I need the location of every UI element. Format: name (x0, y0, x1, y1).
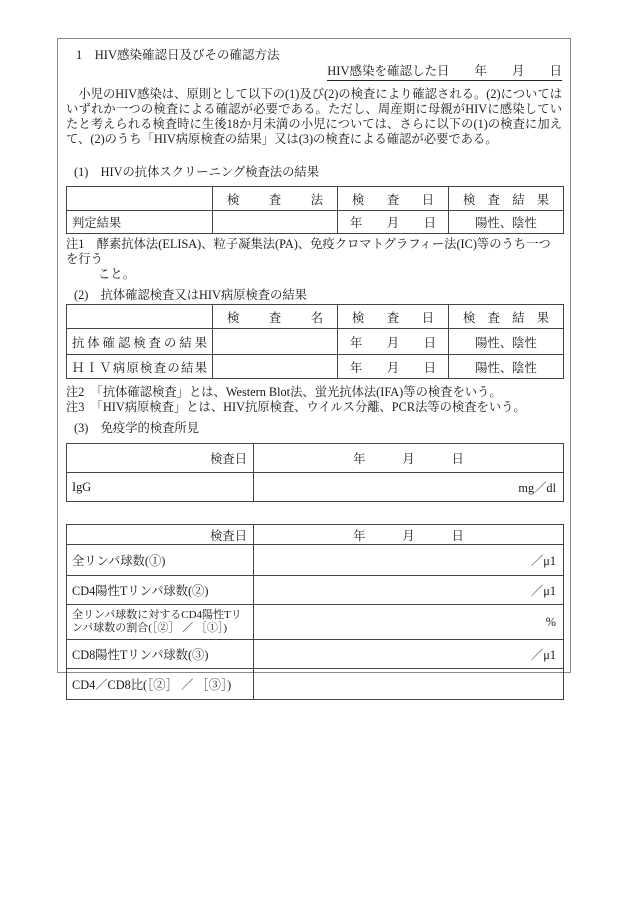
confirm-date-row (66, 64, 562, 81)
igg-unit-cell: mg／dl (254, 473, 564, 502)
table-row (67, 576, 564, 605)
method-column-header: 検 査 法 (213, 187, 338, 211)
table-row (67, 640, 564, 669)
table-row (67, 473, 564, 502)
note-3: 注3 「HIV病原検査」とは、HIV抗原検査、ウイルス分離、PCR法等の検査をいう。 (66, 400, 526, 414)
date-placeholder-cell: 年 月 日 (254, 444, 564, 473)
lymphocyte-table (66, 524, 564, 700)
unit-cell: ／μ1 (254, 545, 564, 576)
table-row (67, 605, 564, 640)
note-1-continuation: こと。 (98, 267, 135, 281)
table-row (67, 545, 564, 576)
table-row (67, 669, 564, 700)
unit-cell: ／μ1 (254, 640, 564, 669)
name-blank-cell (213, 329, 338, 355)
unit-cell: % (254, 605, 564, 640)
igg-row-label: IgG (67, 473, 254, 502)
cd4-cd8-ratio-row-label: CD4／CD8比(［②］ ／ ［③］) (67, 669, 254, 700)
date-placeholder-cell: 年 月 日 (338, 211, 449, 234)
subsection-2-heading: (2) 抗体確認検査又はHIV病原検査の結果 (74, 288, 307, 302)
table-row (67, 355, 564, 379)
date-column-header: 検 査 日 (338, 305, 449, 329)
table-row (67, 211, 564, 234)
note-1: 注1 酵素抗体法(ELISA)、粒子凝集法(PA)、免疫クロマトグラフィー法(IC)等のうち一つを行う (66, 237, 551, 266)
judgement-row-label: 判定結果 (67, 211, 213, 234)
exam-date-label: 検査日 (67, 525, 254, 545)
result-options-cell: 陽性、陰性 (449, 355, 564, 379)
blank-header-cell (67, 305, 213, 329)
date-placeholder-cell: 年 月 日 (338, 329, 449, 355)
cd4-count-row-label: CD4陽性Tリンパ球数(②) (67, 576, 254, 605)
cd4-ratio-row-label: 全リンパ球数に対するCD4陽性Tリンパ球数の割合(［②］ ／ ［①］) (67, 605, 254, 640)
blank-header-cell (67, 187, 213, 211)
table-header-row (67, 525, 564, 545)
method-blank-cell (213, 211, 338, 234)
total-lymphocyte-row-label: 全リンパ球数(①) (67, 545, 254, 576)
table-row (67, 329, 564, 355)
date-column-header: 検 査 日 (338, 187, 449, 211)
date-placeholder-cell: 年 月 日 (254, 525, 564, 545)
note-2: 注2 「抗体確認検査」とは、Western Blot法、蛍光抗体法(IFA)等の検査をいう。 (66, 385, 502, 399)
cd8-count-row-label: CD8陽性Tリンパ球数(③) (67, 640, 254, 669)
table-header-row (67, 187, 564, 211)
date-placeholder-cell: 年 月 日 (338, 355, 449, 379)
unit-cell: ／μ1 (254, 576, 564, 605)
screening-result-table (66, 186, 564, 234)
result-options-cell: 陽性、陰性 (449, 329, 564, 355)
name-column-header: 検 査 名 (213, 305, 338, 329)
blank-cell (254, 669, 564, 700)
igg-table (66, 443, 564, 502)
confirmation-test-table (66, 304, 564, 379)
antibody-confirm-row-label: 抗体確認検査の結果 (67, 329, 213, 355)
confirm-date-line: HIV感染を確認した日 年 月 日 (327, 64, 562, 81)
exam-date-label: 検査日 (67, 444, 254, 473)
intro-paragraph: 小児のHIV感染は、原則として以下の(1)及び(2)の検査により確認される。(2)についてはいずれか一つの検査による確認が必要である。ただし、周産期に母親がHIVに感染していたと考えられる検査時に生後18か月未満の小児については、さらに以下の(1)の検査に加えて、(2)のうち「HIV病原検査の結果」又は(3)の検査による確認が必要である。 (66, 87, 562, 146)
result-options-cell: 陽性、陰性 (449, 211, 564, 234)
result-column-header: 検 査 結 果 (449, 305, 564, 329)
section-title: 1 HIV感染確認日及びその確認方法 (76, 48, 280, 62)
form-border-box (57, 38, 571, 692)
result-column-header: 検 査 結 果 (449, 187, 564, 211)
subsection-3-heading: (3) 免疫学的検査所見 (74, 421, 200, 435)
name-blank-cell (213, 355, 338, 379)
hiv-pathogen-row-label: ＨＩＶ病原検査の結果 (67, 355, 213, 379)
subsection-1-heading: (1) HIVの抗体スクリーニング検査法の結果 (74, 165, 319, 179)
table-header-row (67, 305, 564, 329)
table-header-row (67, 444, 564, 473)
